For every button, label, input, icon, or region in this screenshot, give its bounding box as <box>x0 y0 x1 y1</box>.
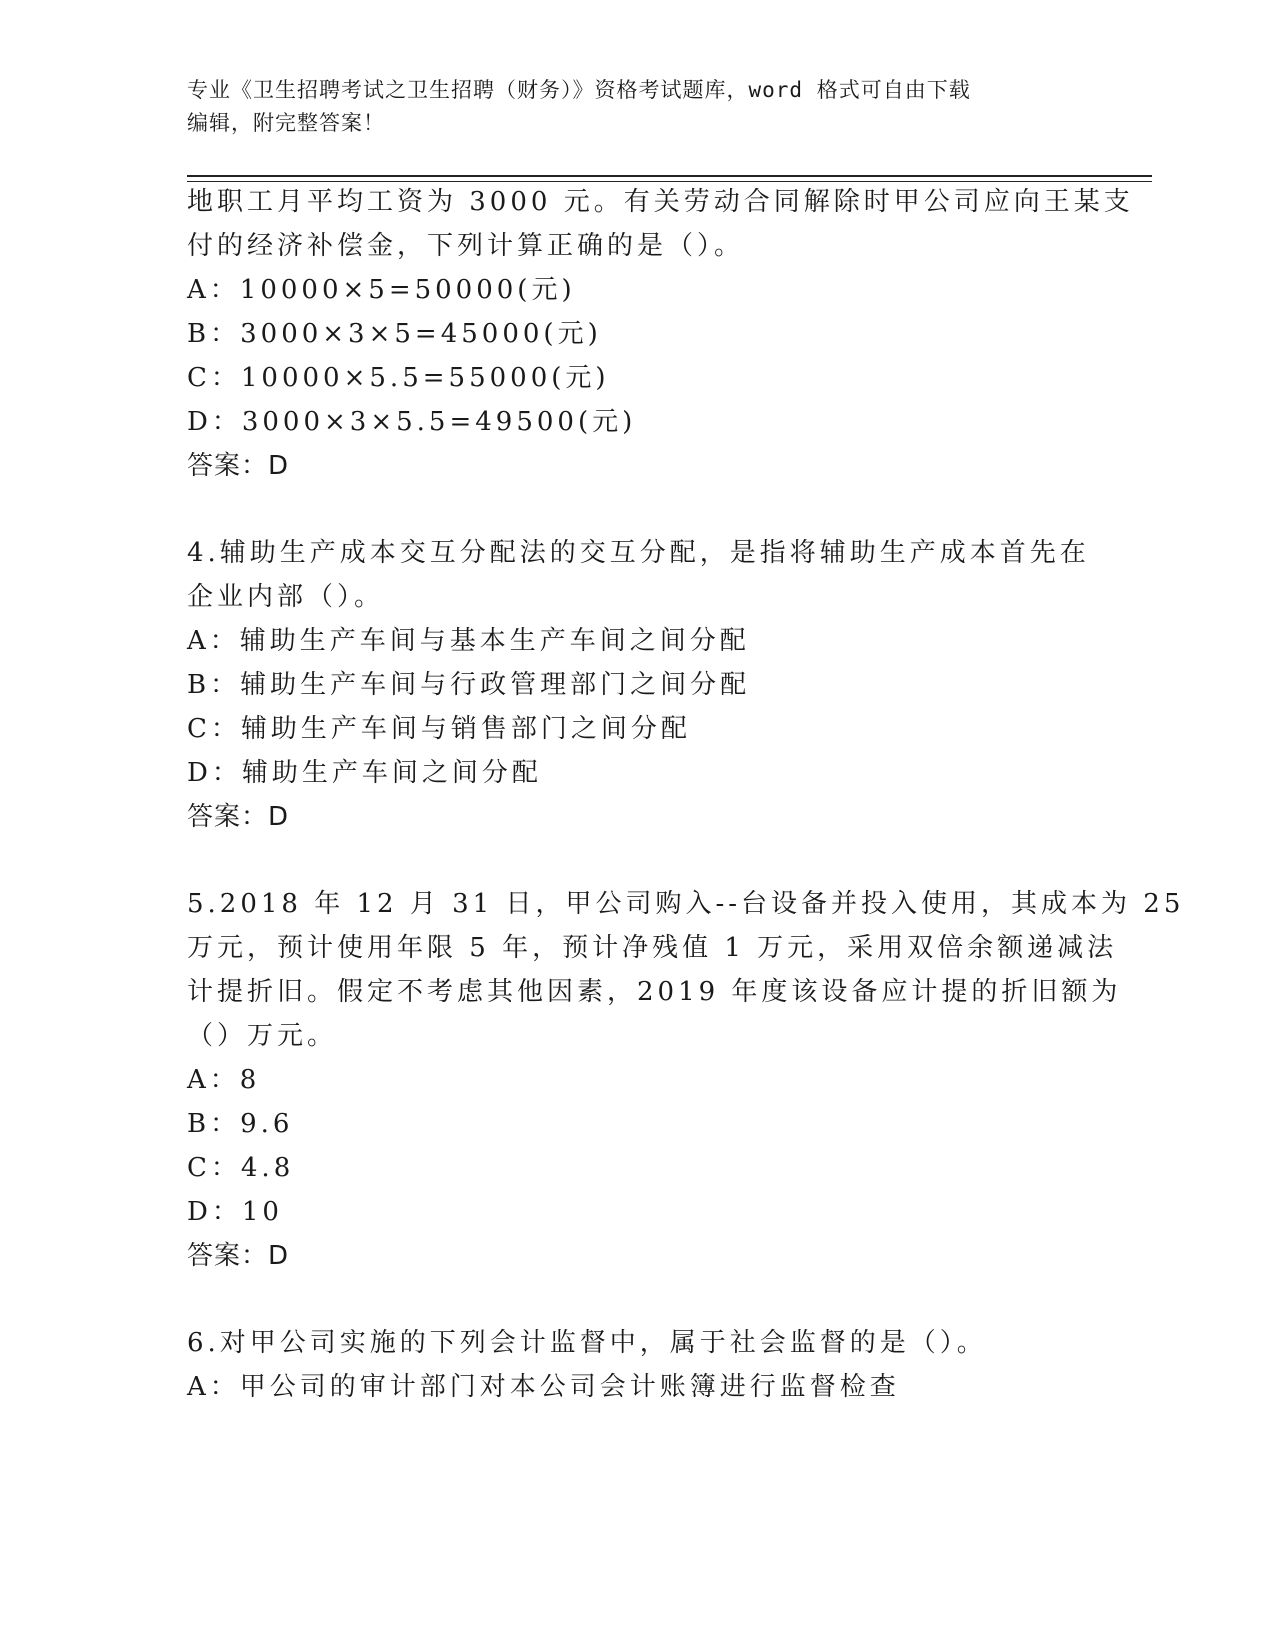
document-header <box>187 74 1087 140</box>
q5-answer: 答案：D <box>187 1241 290 1271</box>
q3-option-c: C：10000×5.5=55000(元) <box>187 363 610 393</box>
q5-stem-line-4: （）万元。 <box>187 1021 338 1051</box>
header-rule-thick <box>187 175 1152 177</box>
q5-option-a: A：8 <box>187 1065 261 1095</box>
q3-stem-line-2: 付的经济补偿金，下列计算正确的是（）。 <box>187 231 745 261</box>
q6-option-a: A：甲公司的审计部门对本公司会计账簿进行监督检查 <box>187 1372 900 1402</box>
header-line-2: 编辑，附完整答案！ <box>187 111 385 135</box>
q4-stem-line-2: 企业内部（）。 <box>187 582 385 612</box>
q4-option-b: B：辅助生产车间与行政管理部门之间分配 <box>187 670 751 700</box>
q3-stem-line-1: 地职工月平均工资为 3000 元。有关劳动合同解除时甲公司应向王某支 <box>187 187 1134 217</box>
q5-stem-line-2: 万元，预计使用年限 5 年，预计净残值 1 万元，采用双倍余额递减法 <box>187 933 1118 963</box>
q6-stem-line-1: 6.对甲公司实施的下列会计监督中，属于社会监督的是（）。 <box>187 1328 987 1358</box>
q5-option-b: B：9.6 <box>187 1109 294 1139</box>
q3-option-a: A：10000×5=50000(元) <box>187 275 576 305</box>
q5-option-c: C：4.8 <box>187 1153 295 1183</box>
q5-stem-line-3: 计提折旧。假定不考虑其他因素，2019 年度该设备应计提的折旧额为 <box>187 977 1122 1007</box>
q3-option-d: D：3000×3×5.5=49500(元) <box>187 407 637 437</box>
q5-stem-line-1: 5.2018 年 12 月 31 日，甲公司购入--台设备并投入使用，其成本为 25 <box>187 889 1185 919</box>
header-line-1: 专业《卫生招聘考试之卫生招聘（财务）》资格考试题库，word 格式可自由下载 <box>187 78 971 102</box>
q4-stem-line-1: 4.辅助生产成本交互分配法的交互分配，是指将辅助生产成本首先在 <box>187 538 1090 568</box>
q5-option-d: D：10 <box>187 1197 283 1227</box>
q4-answer: 答案：D <box>187 802 290 832</box>
header-rule-thin <box>187 181 1152 182</box>
q4-option-d: D：辅助生产车间之间分配 <box>187 758 542 788</box>
q4-option-c: C：辅助生产车间与销售部门之间分配 <box>187 714 691 744</box>
q3-answer: 答案：D <box>187 451 290 481</box>
q3-option-b: B：3000×3×5=45000(元) <box>187 319 602 349</box>
q4-option-a: A：辅助生产车间与基本生产车间之间分配 <box>187 626 750 656</box>
